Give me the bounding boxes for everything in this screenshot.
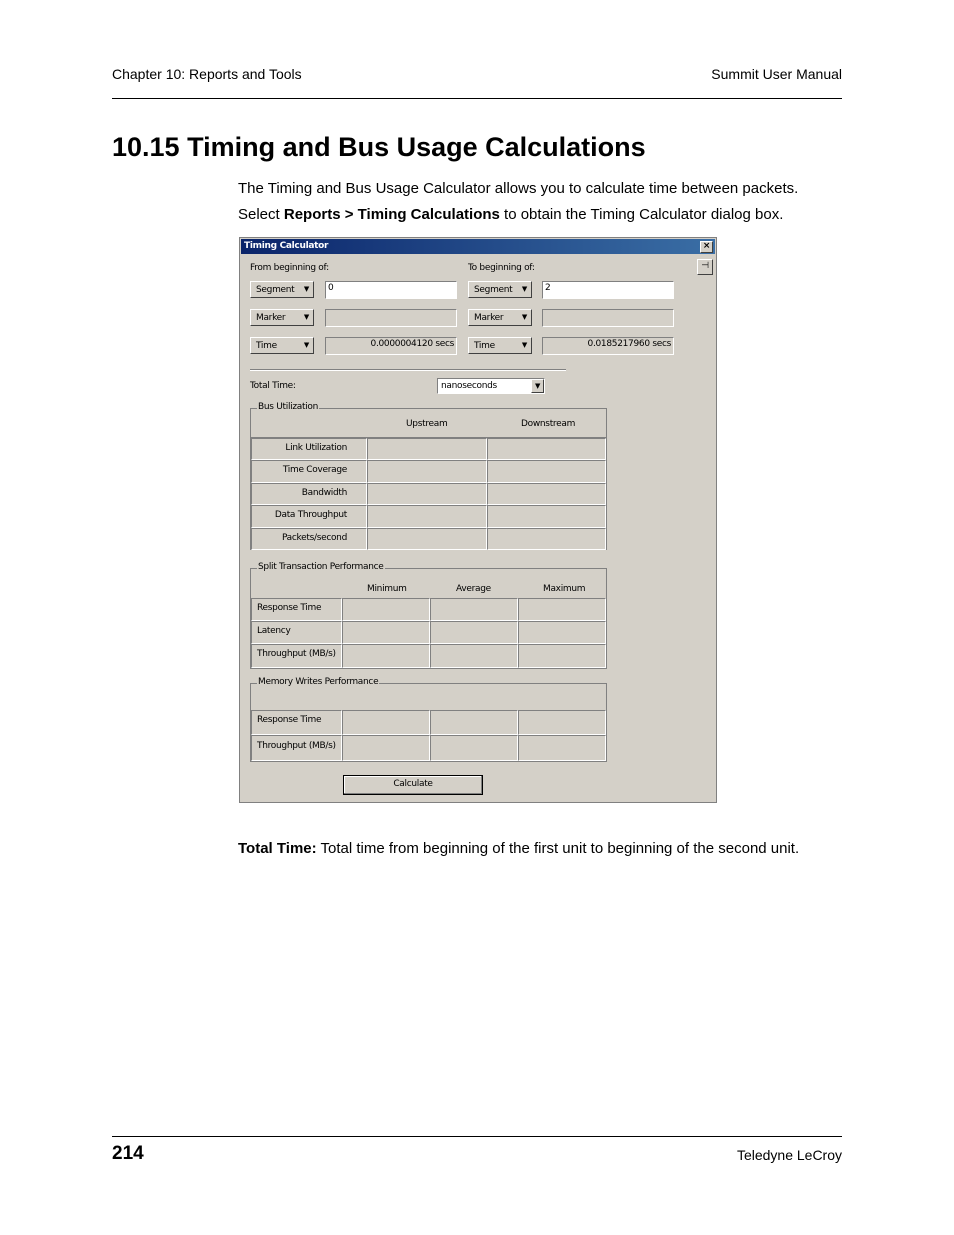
from-marker-input[interactable] [325, 309, 457, 327]
close-icon[interactable]: × [700, 241, 713, 253]
row-packets-second: Packets/second [281, 533, 347, 543]
from-segment-combo[interactable]: Segment ▼ [250, 281, 314, 298]
chevron-down-icon: ▼ [521, 341, 527, 349]
from-marker-combo[interactable]: Marker ▼ [250, 309, 314, 326]
dialog-titlebar [241, 239, 715, 254]
total-time-label: Total Time: [250, 381, 296, 391]
chevron-down-icon[interactable]: ▼ [531, 379, 544, 393]
chevron-down-icon: ▼ [303, 313, 309, 321]
to-marker-input[interactable] [542, 309, 674, 327]
total-time-unit-select[interactable]: nanoseconds ▼ [437, 378, 545, 394]
split-transaction-title: Split Transaction Performance [258, 562, 384, 572]
to-time-combo[interactable]: Time ▼ [468, 337, 532, 354]
from-time-value: 0.0000004120 secs [325, 337, 457, 355]
to-segment-input[interactable]: 2 [542, 281, 674, 299]
timing-calculator-dialog [239, 237, 717, 803]
row-latency: Latency [257, 626, 291, 636]
chevron-down-icon: ▼ [303, 341, 309, 349]
dialog-title: Timing Calculator [244, 241, 329, 251]
row-link-utilization: Link Utilization [285, 443, 347, 453]
row-mw-response-time: Response Time [257, 715, 322, 725]
pin-icon[interactable]: ⊣ [697, 259, 713, 275]
to-label: To beginning of: [468, 263, 535, 273]
to-segment-combo[interactable]: Segment ▼ [468, 281, 532, 298]
section-title: 10.15 Timing and Bus Usage Calculations [112, 132, 646, 162]
to-marker-combo[interactable]: Marker ▼ [468, 309, 532, 326]
col-minimum: Minimum [367, 584, 407, 594]
footer-brand: Teledyne LeCroy [736, 1147, 842, 1163]
col-downstream: Downstream [521, 419, 576, 429]
intro-text: The Timing and Bus Usage Calculator allows you to calculate time between packets. [238, 180, 799, 197]
row-mw-throughput: Throughput (MB/s) [257, 741, 336, 751]
footer-rule [112, 1136, 842, 1137]
total-time-description: Total Time: Total time from beginning of the first unit to beginning of the second unit. [238, 840, 800, 857]
bus-utilization-title: Bus Utilization [258, 402, 319, 412]
col-upstream: Upstream [406, 419, 448, 429]
chevron-down-icon: ▼ [521, 313, 527, 321]
intro-select: Select Reports > Timing Calculations to obtain the Timing Calculator dialog box. [238, 206, 784, 223]
chevron-down-icon: ▼ [521, 285, 527, 293]
from-label: From beginning of: [250, 263, 329, 273]
col-maximum: Maximum [543, 584, 586, 594]
manual-header: Summit User Manual [711, 66, 842, 82]
calculate-button[interactable]: Calculate [343, 775, 483, 795]
col-average: Average [456, 584, 491, 594]
separator [250, 369, 566, 371]
to-time-value: 0.0185217960 secs [542, 337, 674, 355]
from-time-combo[interactable]: Time ▼ [250, 337, 314, 354]
chapter-header: Chapter 10: Reports and Tools [112, 66, 302, 82]
header-rule [112, 98, 842, 99]
row-data-throughput: Data Throughput [274, 510, 347, 520]
page-number: 214 [112, 1143, 144, 1164]
memory-writes-title: Memory Writes Performance [258, 677, 379, 687]
row-response-time: Response Time [257, 603, 322, 613]
chevron-down-icon: ▼ [303, 285, 309, 293]
row-time-coverage: Time Coverage [282, 465, 347, 475]
row-bandwidth: Bandwidth [301, 488, 347, 498]
row-throughput: Throughput (MB/s) [257, 649, 336, 659]
from-segment-input[interactable]: 0 [325, 281, 457, 299]
